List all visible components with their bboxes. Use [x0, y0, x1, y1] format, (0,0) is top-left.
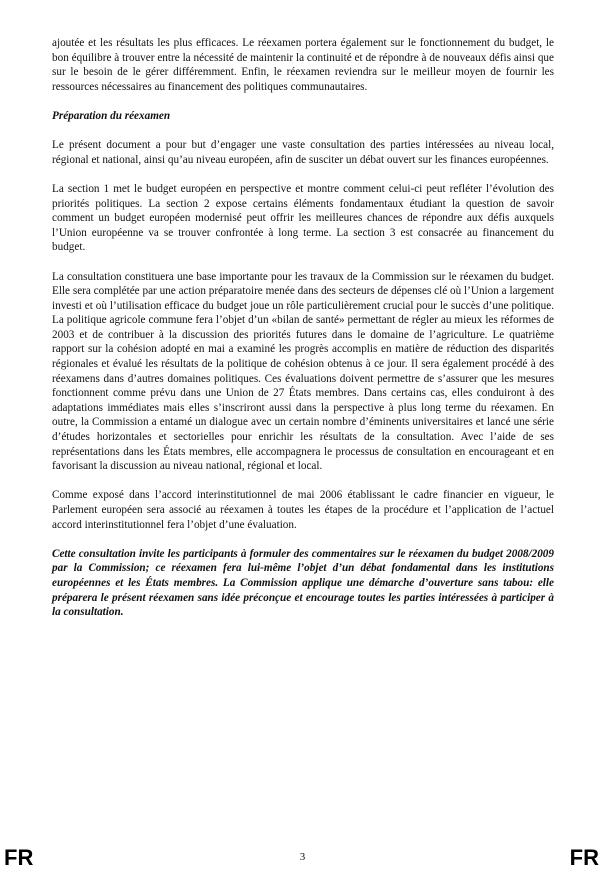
section-heading: Préparation du réexamen — [52, 109, 171, 122]
paragraph-sections: La section 1 met le budget européen en perspective et montre comment celui-ci peut refléter l’évolution des priorités politiques. La section 2 expose certains éléments fondamentaux étudiant la question de savoir comment un budget européen modernisé peut offrir les meilleures chances de répondre aux défis auxquels l’Union européenne va se trouver confrontée à long terme. La section 3 est consacrée au financement du budget. — [52, 182, 554, 254]
emphasis-paragraph: Cette consultation invite les participants à formuler des commentaires sur le réexamen du budget 2008/2009 par la Commission; ce réexamen fera lui-même l’objet d’un débat fondamental dans les institutions européennes et les États membres. La Commission applique une démarche d’ouverture sans tabou: elle préparera le présent réexamen sans idée préconçue et encourage toutes les parties intéressées à participer à la consultation. — [52, 547, 554, 619]
language-label-right: FR — [569, 845, 599, 870]
paragraph-consultation: La consultation constituera une base importante pour les travaux de la Commission sur le réexamen du budget. Elle sera complétée par une action préparatoire menée dans des secteurs de dépenses clé où l’Union a largement investi et où l’utilisation efficace du budget joue un rôle particulièrement crucial pour le succès d’une politique. La politique agricole commune fera l’objet d’un «bilan de santé» permettant de régler au mieux les réformes de 2003 et de contribuer à la discussion des priorités futures dans le domaine de l’agriculture. Le quatrième rapport sur la cohésion adopté en mai a examiné les progrès accomplis en matière de réduction des disparités régionales et évalué les résultats de la politique de cohésion obtenus à ce jour. Il sera également procédé à des réexamens dans d’autres domaines politiques. Ces évaluations doivent permettre de s’assurer que les mesures fonctionnent comme prévu dans une Union de 27 États membres. Dans certains cas, elles conduiront à des adaptations immédiates mais elles s’inscriront aussi dans la perspective à plus long terme du réexamen. En outre, la Commission a entamé un dialogue avec un certain nombre d’éminents universitaires et lancé une série d’études horizontales et sectorielles pour enrichir les résultats de la consultation. Avec l’aide de ses représentations dans les États membres, elle accompagnera le processus de consultation en encourageant et en favorisant la discussion au niveau national, régional et local. — [52, 270, 554, 473]
paragraph-parliament: Comme exposé dans l’accord interinstitutionnel de mai 2006 établissant le cadre financier en vigueur, le Parlement européen sera associé au réexamen à toutes les étapes de la procédure et l’application de l’actuel accord interinstitutionnel fera l’objet d’une évaluation. — [52, 489, 554, 531]
paragraph-purpose: Le présent document a pour but d’engager une vaste consultation des parties intéressées au niveau local, régional et national, ainsi qu’au niveau européen, afin de susciter un débat ouvert sur les finances européennes. — [52, 139, 554, 166]
document-body — [52, 36, 554, 634]
intro-paragraph: ajoutée et les résultats les plus efficaces. Le réexamen portera également sur le fonctionnement du budget, le bon équilibre à trouver entre la nécessité de maintenir la continuité et de répondre à de nouveaux défis ainsi que sur le besoin de le gérer différemment. Enfin, le réexamen reviendra sur le meilleur moyen de fournir les ressources nécessaires au financement des politiques communautaires. — [52, 37, 554, 93]
page-number: 3 — [299, 851, 306, 863]
language-label-left: FR — [4, 845, 34, 870]
